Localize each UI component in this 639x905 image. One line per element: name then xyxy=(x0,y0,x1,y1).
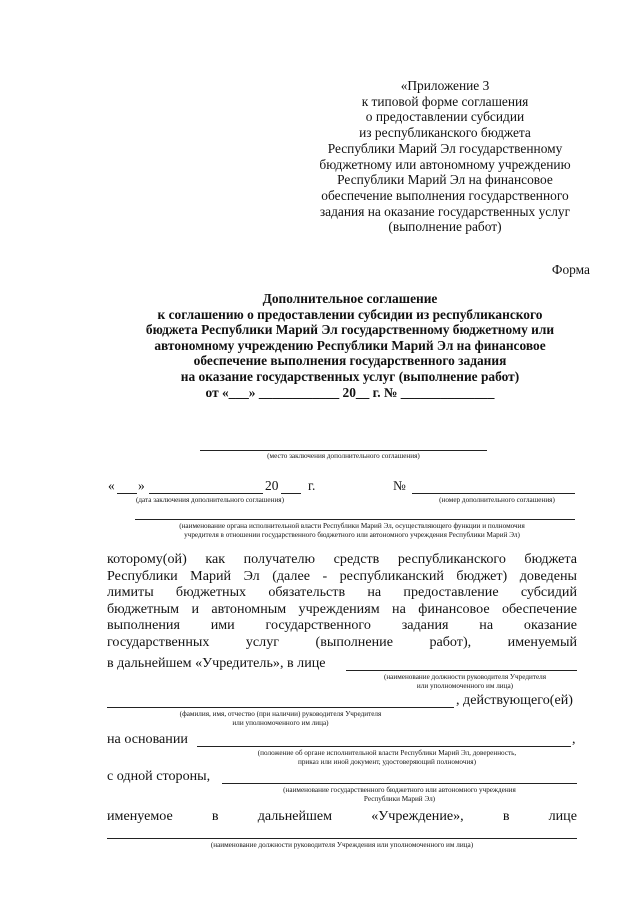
document-title xyxy=(80,291,620,400)
paragraph-line: которому(ой) как получателю средств республиканского бюджета xyxy=(107,551,577,567)
named-word: дальнейшем xyxy=(257,808,333,824)
head-caption: (наименование должности руководителя Учреждения или уполномоченного им лица) xyxy=(210,841,474,849)
date-year-field[interactable] xyxy=(281,493,301,494)
main-paragraph xyxy=(107,551,577,651)
title-line: к соглашению о предоставлении субсидии из республиканского xyxy=(157,306,543,322)
position-caption-2: или уполномоченного им лица) xyxy=(416,682,514,690)
date-month-field[interactable] xyxy=(149,493,263,494)
title-line: бюджета Республики Марий Эл государственному бюджетному или xyxy=(145,322,555,338)
basis-comma: , xyxy=(572,731,576,747)
fio-caption-1: (фамилия, имя, отчество (при наличии) руководителя Учредителя xyxy=(179,710,382,718)
in-person-text: в дальнейшем «Учредитель», в лице xyxy=(107,655,326,671)
named-word: в xyxy=(502,808,510,824)
basis-field[interactable] xyxy=(197,746,571,747)
appendix-line: задания на оказание государственных услуг xyxy=(319,203,571,219)
title-line: на оказание государственных услуг (выполнение работ) xyxy=(180,368,520,384)
institution-caption-1: (наименование государственного бюджетного или автономного учреждения xyxy=(283,786,516,794)
title-line: обеспечение выполнения государственного задания xyxy=(193,353,507,369)
date-year-suffix: г. xyxy=(308,478,316,493)
named-word: «Учреждение», xyxy=(371,808,464,824)
fio-caption-2: или уполномоченного им лица) xyxy=(232,719,329,727)
organ-caption-2: учредителя в отношении государственного бюджетного или автономного учреждения Республики Марий Эл) xyxy=(184,531,520,539)
founder-fio-field[interactable] xyxy=(107,707,454,708)
date-year-prefix: 20 xyxy=(265,478,279,493)
paragraph-line: лимиты бюджетных обязательств на предоставление субсидий xyxy=(107,584,577,601)
institution-name-field[interactable] xyxy=(222,783,577,784)
title-line: автономному учреждению Республики Марий Эл на финансовое xyxy=(154,337,546,353)
appendix-line: Республики Марий Эл на финансовое xyxy=(337,172,553,188)
form-label: Форма xyxy=(551,262,590,277)
date-caption: (дата заключения дополнительного соглашения) xyxy=(135,496,284,504)
place-field-line[interactable] xyxy=(200,450,487,451)
paragraph-line: Республики Марий Эл (далее - республиканский бюджет) доведены xyxy=(107,567,577,584)
named-word: именуемое xyxy=(107,808,173,824)
title-date-line: от «___» ____________ 20__ г. № ______________ xyxy=(205,384,495,400)
title-line: Дополнительное соглашение xyxy=(262,291,438,306)
date-quote-close: » xyxy=(138,478,145,493)
appendix-line: (выполнение работ) xyxy=(388,219,502,235)
number-sign: № xyxy=(393,478,406,493)
founder-position-field[interactable] xyxy=(346,670,577,671)
appendix-line: о предоставлении субсидии xyxy=(365,109,525,125)
appendix-line: к типовой форме соглашения xyxy=(361,93,529,109)
position-caption-1: (наименование должности руководителя Учредителя xyxy=(383,673,547,681)
institution-head-field[interactable] xyxy=(107,838,577,839)
organ-field-line[interactable] xyxy=(135,519,575,520)
named-word: в xyxy=(211,808,219,824)
paragraph-line: бюджетным и автономным учреждениям на финансовое обеспечение xyxy=(107,600,577,617)
appendix-header xyxy=(300,78,590,235)
paragraph-line: государственных услуг (выполнение работ), именуемый xyxy=(107,633,577,650)
appendix-line: обеспечение выполнения государственного xyxy=(321,187,569,203)
organ-caption-1: (наименование органа исполнительной власти Республики Марий Эл, осуществляющего функции и полномочия xyxy=(179,522,525,530)
appendix-line: Республики Марий Эл государственному xyxy=(327,140,563,156)
appendix-line: из республиканского бюджета xyxy=(359,125,531,141)
date-day-field[interactable] xyxy=(117,493,137,494)
appendix-line: бюджетному или автономному учреждению xyxy=(319,156,571,172)
named-word: лице xyxy=(548,808,577,824)
named-line xyxy=(107,808,577,825)
number-field-line[interactable] xyxy=(412,493,575,494)
number-caption: (номер дополнительного соглашения) xyxy=(439,496,555,504)
paragraph-line: выполнения ими государственного задания на оказание xyxy=(107,617,577,634)
date-quote-open: « xyxy=(108,478,115,493)
basis-caption-1: (положение об органе исполнительной власти Республики Марий Эл, доверенность, xyxy=(257,749,517,757)
acting-text: , действующего(ей) xyxy=(456,692,573,708)
one-side-text: с одной стороны, xyxy=(107,768,211,784)
appendix-line: «Приложение 3 xyxy=(400,78,490,93)
basis-caption-2: приказ или иной документ, удостоверяющий полномочия) xyxy=(297,758,476,766)
basis-text: на основании xyxy=(107,731,188,747)
institution-caption-2: Республики Марий Эл) xyxy=(363,795,436,803)
place-caption: (место заключения дополнительного соглашения) xyxy=(267,452,420,460)
